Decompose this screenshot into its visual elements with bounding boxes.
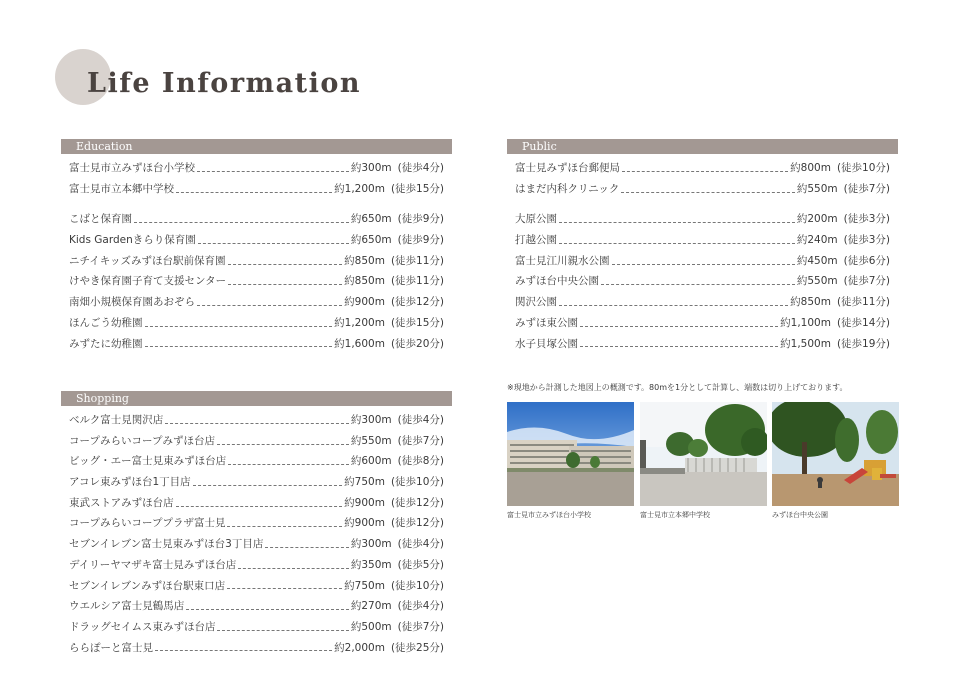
facility-name: 大原公園 [515, 213, 557, 226]
distance: 約750m [344, 476, 385, 489]
distance: 約350m [350, 558, 392, 571]
walk-time: (徒歩7分) [843, 182, 890, 195]
distance: 約550m [796, 275, 838, 288]
list-item [515, 273, 890, 294]
walk-time: (徒歩15分) [390, 182, 444, 195]
distance: 約300m [350, 414, 392, 426]
shopping-list [69, 412, 444, 660]
list-item [69, 336, 444, 357]
dot-leader [176, 192, 332, 193]
group-spacer [515, 201, 890, 211]
photo-central-park [772, 402, 899, 506]
facility-name: 富士見みずほ台郵便局 [515, 162, 620, 174]
distance: 約2,000m [334, 641, 385, 654]
public-header: Public [507, 139, 898, 154]
dot-leader [165, 423, 349, 424]
walk-time: (徒歩7分) [397, 434, 444, 447]
list-item [69, 515, 444, 536]
dot-leader [134, 222, 349, 223]
walk-time: (徒歩5分) [397, 558, 444, 571]
distance: 約900m [344, 517, 385, 530]
list-item [69, 495, 444, 516]
distance: 約1,500m [780, 337, 831, 350]
walk-time: (徒歩25分) [390, 641, 444, 654]
distance: 約650m [350, 213, 392, 226]
list-item [69, 315, 444, 336]
list-item [69, 273, 444, 294]
dot-leader [198, 243, 349, 244]
dot-leader [228, 464, 349, 465]
education-header: Education [61, 139, 452, 154]
dot-leader [580, 346, 778, 347]
walk-time: (徒歩10分) [836, 162, 890, 174]
photo-caption: 富士見市立みずほ台小学校 [507, 511, 591, 519]
dot-leader [621, 192, 794, 193]
walk-time: (徒歩20分) [390, 337, 444, 350]
facility-name: 南畑小規模保育園あおぞら [69, 296, 195, 309]
distance: 約850m [344, 275, 385, 288]
dot-leader [217, 630, 348, 631]
facility-name: セブンイレブン富士見東みずほ台3丁目店 [69, 538, 264, 551]
distance: 約1,200m [334, 182, 385, 195]
walk-time: (徒歩10分) [390, 476, 444, 489]
list-item [69, 160, 444, 181]
walk-time: (徒歩19分) [836, 337, 890, 350]
distance: 約200m [796, 213, 838, 226]
list-item [69, 640, 444, 661]
list-item [69, 433, 444, 454]
walk-time: (徒歩12分) [390, 517, 444, 530]
facility-name: こばと保育園 [69, 213, 132, 226]
dot-leader [145, 346, 333, 347]
dot-leader [155, 650, 332, 651]
facility-name: デイリーヤマザキ富士見みずほ台店 [69, 558, 237, 571]
facility-name: みずほ台中央公園 [515, 275, 599, 288]
distance: 約750m [344, 579, 385, 592]
distance: 約500m [350, 620, 392, 633]
facility-name: みずたに幼稚園 [69, 337, 143, 350]
distance: 約650m [350, 234, 392, 247]
walk-time: (徒歩4分) [397, 600, 444, 613]
walk-time: (徒歩10分) [390, 579, 444, 592]
distance: 約240m [796, 234, 838, 247]
distance: 約1,100m [780, 316, 831, 329]
group-spacer [69, 201, 444, 211]
walk-time: (徒歩7分) [397, 620, 444, 633]
distance: 約450m [796, 254, 838, 267]
list-item [515, 160, 890, 181]
walk-time: (徒歩9分) [397, 234, 444, 247]
dot-leader [197, 171, 349, 172]
list-item [69, 619, 444, 640]
walk-time: (徒歩11分) [390, 254, 444, 267]
distance: 約850m [344, 254, 385, 267]
facility-name: コープみらいコーププラザ富士見 [69, 517, 226, 530]
distance: 約300m [350, 162, 392, 174]
walk-time: (徒歩8分) [397, 455, 444, 468]
distance: 約600m [350, 455, 392, 468]
dot-leader [601, 284, 795, 285]
list-item [515, 181, 890, 202]
list-item [69, 474, 444, 495]
list-item [69, 578, 444, 599]
walk-time: (徒歩11分) [836, 296, 890, 309]
photo-caption: 富士見市立本郷中学校 [640, 511, 710, 519]
list-item [515, 211, 890, 232]
walk-time: (徒歩4分) [397, 162, 444, 174]
distance: 約1,200m [334, 316, 385, 329]
dot-leader [217, 444, 349, 445]
facility-name: ドラッグセイムス東みずほ台店 [69, 620, 216, 633]
list-item [515, 336, 890, 357]
facility-name: 打越公園 [515, 234, 557, 247]
dot-leader [622, 171, 788, 172]
distance: 約900m [344, 296, 385, 309]
dot-leader [580, 326, 778, 327]
distance: 約550m [350, 434, 392, 447]
walk-time: (徒歩12分) [390, 496, 444, 509]
photo-elementary-school [507, 402, 634, 506]
facility-name: 富士見江川親水公園 [515, 254, 610, 267]
facility-name: ウエルシア富士見鶴馬店 [69, 600, 185, 613]
dot-leader [559, 243, 795, 244]
distance: 約270m [350, 600, 392, 613]
list-item [69, 536, 444, 557]
facility-name: セブンイレブンみずほ台駅東口店 [69, 579, 226, 592]
walk-time: (徒歩6分) [843, 254, 890, 267]
facility-name: ベルク富士見関沢店 [69, 414, 164, 426]
dot-leader [197, 305, 342, 306]
list-item [69, 598, 444, 619]
dot-leader [227, 526, 342, 527]
facility-name: 関沢公園 [515, 296, 557, 309]
walk-time: (徒歩7分) [843, 275, 890, 288]
facility-name: 富士見市立みずほ台小学校 [69, 162, 195, 174]
walk-time: (徒歩12分) [390, 296, 444, 309]
dot-leader [193, 485, 343, 486]
walk-time: (徒歩14分) [836, 316, 890, 329]
list-item [69, 232, 444, 253]
distance: 約300m [350, 538, 392, 551]
photo-caption: みずほ台中央公園 [772, 511, 828, 519]
facility-name: はまだ内科クリニック [515, 182, 620, 195]
list-item [515, 315, 890, 336]
facility-name: 富士見市立本郷中学校 [69, 182, 174, 195]
facility-name: 水子貝塚公園 [515, 337, 578, 350]
dot-leader [186, 609, 349, 610]
facility-name: ららぽーと富士見 [69, 641, 153, 654]
measurement-note: ※現地から計測した地図上の概測です。80mを1分として計算し、端数は切り上げております。 [507, 383, 848, 392]
distance: 約850m [790, 296, 831, 309]
walk-time: (徒歩3分) [843, 213, 890, 226]
list-item [515, 232, 890, 253]
facility-name: ビッグ・エー富士見東みずほ台店 [69, 455, 227, 468]
distance: 約800m [790, 162, 831, 174]
walk-time: (徒歩11分) [390, 275, 444, 288]
dot-leader [265, 547, 349, 548]
dot-leader [228, 284, 342, 285]
list-item [515, 294, 890, 315]
distance: 約550m [796, 182, 838, 195]
facility-name: けやき保育園子育て支援センター [69, 275, 227, 288]
page-title: Life Information [87, 68, 361, 99]
walk-time: (徒歩3分) [843, 234, 890, 247]
facility-name: アコレ東みずほ台1丁目店 [69, 476, 191, 489]
walk-time: (徒歩9分) [397, 213, 444, 226]
dot-leader [559, 305, 788, 306]
public-list [515, 160, 890, 356]
dot-leader [612, 264, 795, 265]
facility-name: みずほ東公園 [515, 316, 578, 329]
list-item [69, 211, 444, 232]
walk-time: (徒歩15分) [390, 316, 444, 329]
list-item [69, 557, 444, 578]
photo-junior-high-school [640, 402, 767, 506]
distance: 約900m [344, 496, 385, 509]
list-item [69, 453, 444, 474]
walk-time: (徒歩4分) [397, 538, 444, 551]
dot-leader [176, 506, 342, 507]
list-item [69, 181, 444, 202]
list-item [69, 253, 444, 274]
dot-leader [559, 222, 795, 223]
distance: 約1,600m [334, 337, 385, 350]
dot-leader [228, 264, 343, 265]
education-list [69, 160, 444, 356]
facility-name: ニチイキッズみずほ台駅前保育園 [69, 254, 226, 267]
dot-leader [227, 588, 342, 589]
facility-name: 東武ストアみずほ台店 [69, 496, 174, 509]
list-item [69, 412, 444, 433]
list-item [515, 253, 890, 274]
list-item [69, 294, 444, 315]
facility-name: コープみらいコープみずほ台店 [69, 434, 215, 447]
shopping-header: Shopping [61, 391, 452, 406]
facility-name: ほんごう幼稚園 [69, 316, 143, 329]
walk-time: (徒歩4分) [397, 414, 444, 426]
dot-leader [145, 326, 333, 327]
dot-leader [238, 568, 349, 569]
facility-name: Kids Gardenきらり保育園 [69, 234, 196, 247]
